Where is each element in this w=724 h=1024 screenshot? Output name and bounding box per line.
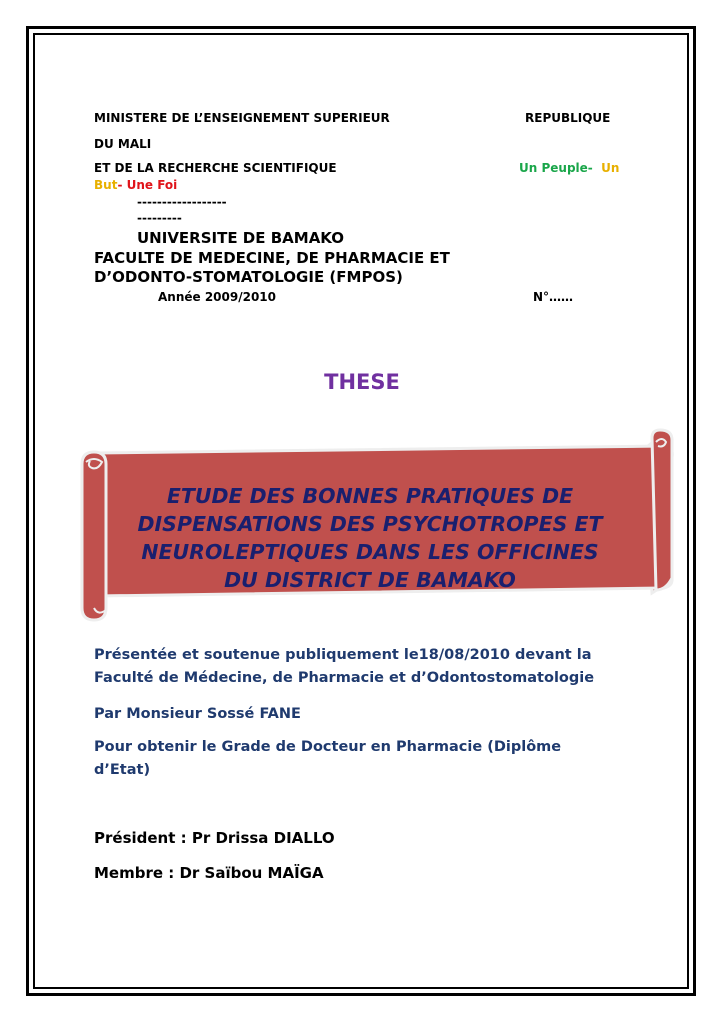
presentation-paragraph xyxy=(94,644,631,690)
motto-line-1 xyxy=(519,161,619,175)
grade-line-1: Pour obtenir le Grade de Docteur en Pharmacie (Diplôme xyxy=(94,739,562,755)
thesis-title xyxy=(110,482,630,594)
grade-paragraph xyxy=(94,736,631,782)
thesis-title-line: NEUROLEPTIQUES DANS LES OFFICINES xyxy=(141,540,599,564)
thesis-title-line: DU DISTRICT DE BAMAKO xyxy=(224,568,516,592)
these-heading: THESE xyxy=(324,370,400,394)
republic-label: REPUBLIQUE xyxy=(525,111,611,125)
academic-year: Année 2009/2010 xyxy=(158,290,277,304)
grade-line-2: d’Etat) xyxy=(94,762,151,778)
ministry-line-1: MINISTERE DE L’ENSEIGNEMENT SUPERIEUR xyxy=(94,111,390,125)
jury-president: Président : Pr Drissa DIALLO xyxy=(94,829,335,847)
ministry-line-2: ET DE LA RECHERCHE SCIENTIFIQUE xyxy=(94,161,337,175)
motto-but: But xyxy=(94,178,118,192)
thesis-number: N°…… xyxy=(533,290,574,304)
author-line: Par Monsieur Sossé FANE xyxy=(94,706,301,722)
motto-une-foi: - Une Foi xyxy=(117,178,178,192)
jury-member: Membre : Dr Saïbou MAÏGA xyxy=(94,864,324,882)
presentation-line-2: Faculté de Médecine, de Pharmacie et d’Odontostomatologie xyxy=(94,670,595,686)
presentation-line-1: Présentée et soutenue publiquement le18/08/2010 devant la xyxy=(94,647,592,663)
faculty-line-2: D’ODONTO-STOMATOLOGIE (FMPOS) xyxy=(94,268,403,286)
motto-un-peuple: Un Peuple- xyxy=(519,161,593,175)
motto-line-2 xyxy=(94,178,177,192)
university-name: UNIVERSITE DE BAMAKO xyxy=(137,229,345,247)
motto-un: Un xyxy=(601,161,620,175)
faculty-line-1: FACULTE DE MEDECINE, DE PHARMACIE ET xyxy=(94,249,450,267)
du-mali-label: DU MALI xyxy=(94,137,152,151)
thesis-title-line: DISPENSATIONS DES PSYCHOTROPES ET xyxy=(137,512,603,536)
dashes-separator-2: --------- xyxy=(137,211,182,225)
dashes-separator-1: ------------------ xyxy=(137,195,227,209)
thesis-title-line: ETUDE DES BONNES PRATIQUES DE xyxy=(166,484,574,508)
